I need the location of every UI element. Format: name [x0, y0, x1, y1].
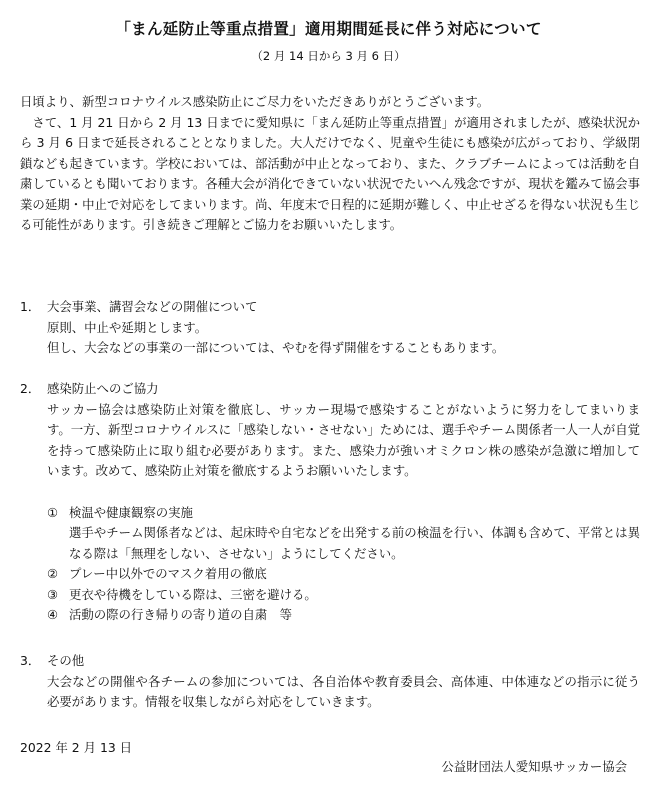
- section-paragraph: サッカー協会は感染防止対策を徹底し、サッカー現場で感染することがないように努力をしてまいります。一方、新型コロナウイルスに「感染しない・させない」ためには、選手やチーム関係者一人一人が自覚を持って感染防止に取り組む必要があります。また、感染力が強いオミクロン株の感染が急激に増加しています。改めて、感染防止対策を徹底するようお願いいたします。: [47, 401, 641, 478]
- list-item: [47, 605, 640, 626]
- item-title: 活動の際の行き帰りの寄り道の自粛 等: [69, 607, 293, 622]
- section-heading: [20, 297, 640, 318]
- section-paragraph: 但し、大会などの事業の一部については、やむを得ず開催をすることもあります。: [47, 340, 505, 355]
- item-title: 検温や健康観察の実施: [69, 504, 193, 520]
- document-subtitle: （2 月 14 日から 3 月 6 日）: [251, 49, 406, 63]
- item-title: 更衣や待機をしている際は、三密を避ける。: [69, 586, 317, 602]
- section-2: [20, 379, 640, 626]
- section-1: [20, 297, 640, 359]
- item-marker: ①: [47, 504, 59, 520]
- section-body: [47, 318, 640, 359]
- item-marker: ②: [47, 566, 59, 581]
- item-title: プレー中以外でのマスク着用の徹底: [69, 566, 267, 581]
- list-item: [47, 564, 640, 585]
- section-paragraph: 大会などの開催や各チームの参加については、各自治体や教育委員会、高体連、中体連などの指示に従う必要があります。情報を収集しながら対応をしていきます。: [47, 673, 640, 709]
- section-number: 3．: [20, 653, 41, 668]
- intro-body: さて、1 月 21 日から 2 月 13 日までに愛知県に「まん延防止等重点措置」が適用されましたが、感染状況から 3 月 6 日まで延長されることとなりました。大人だけでなく、児童や生徒にも感染が広がっており、学級閉鎖なども起きています。学校においては、部活動が中止となっており、また、クラブチームによっては活動を自粛しているとも聞いております。各種大会が消化できていない状況でたいへん残念ですが、現状を鑑みて協会事業の延期・中止で対応をしてまいります。尚、年度末で日程的に延期が難しく、中止せざるを得ない状況も生じる可能性があります。引き続きご理解とご協力をお願いいたします。: [20, 114, 640, 232]
- section-heading-text: その他: [47, 653, 85, 668]
- document-date: 2022 年 2 月 13 日: [20, 740, 133, 755]
- section-heading-text: 感染防止へのご協力: [47, 381, 159, 396]
- section-heading-text: 大会事業、講習会などの開催について: [47, 299, 258, 314]
- list-item: [47, 503, 640, 524]
- item-marker: ③: [47, 586, 59, 602]
- section-heading: [20, 651, 640, 672]
- section-heading: [20, 379, 640, 400]
- item-detail: 選手やチーム関係者などは、起床時や自宅などを出発する前の検温を行い、体調も含めて、平常とは異なる際は「無理をしない、させない」ようにしてください。: [69, 525, 640, 561]
- section-number: 1．: [20, 299, 41, 314]
- intro-greeting: 日頃より、新型コロナウイルス感染防止にご尽力をいただきありがとうございます。: [20, 94, 490, 109]
- section-3: [20, 651, 640, 713]
- document-title: 「まん延防止等重点措置」適用期間延長に伴う対応について: [115, 20, 542, 38]
- section-paragraph: 原則、中止や延期とします。: [47, 319, 208, 335]
- section-number: 2．: [20, 381, 41, 396]
- section-body: [47, 672, 640, 713]
- section-body: [47, 400, 640, 626]
- issuing-organization: 公益財団法人愛知県サッカー協会: [441, 759, 627, 774]
- list-item: [47, 585, 640, 606]
- item-marker: ④: [47, 607, 59, 622]
- intro-block: [20, 92, 640, 236]
